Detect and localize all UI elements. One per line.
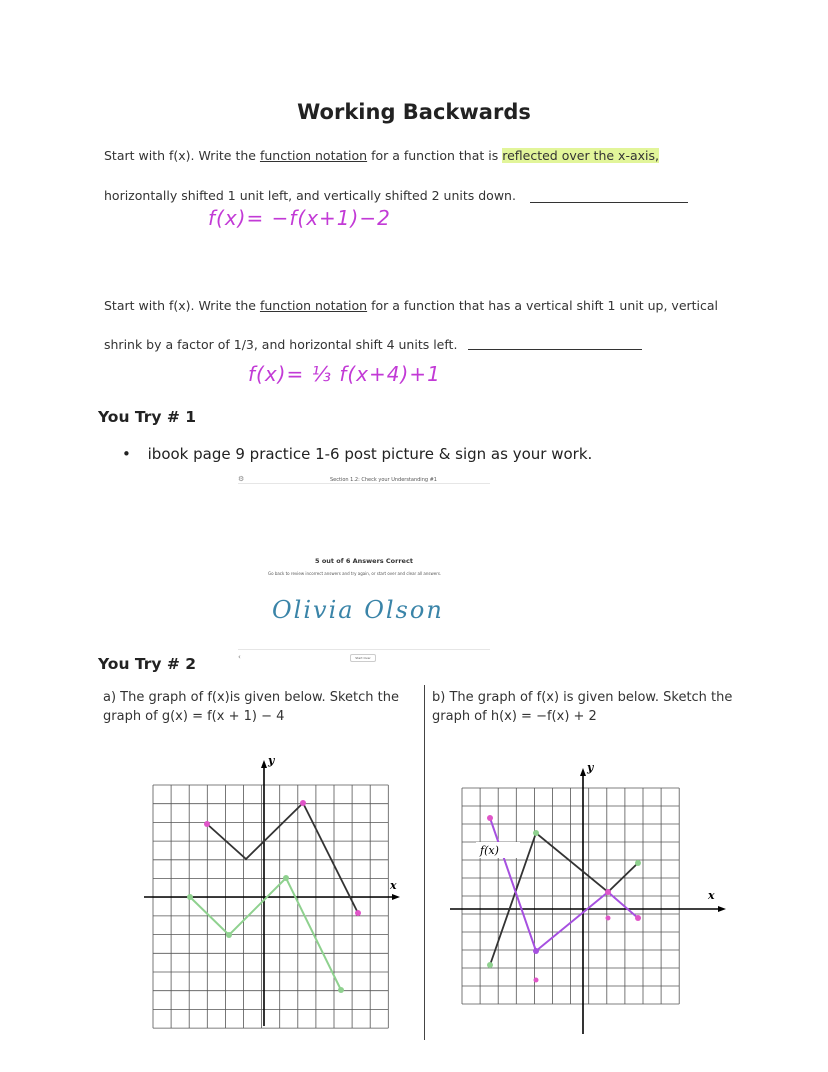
page-title: Working Backwards [297,100,531,124]
graph-a-point [204,821,210,827]
embedded-screenshot [238,473,490,663]
graph-a-point [187,894,193,900]
problem-1-answer: f(x)= −f(x+1)−2 [208,206,391,230]
graph-b-y-arrow [580,768,586,776]
screenshot-subtext: Go back to review incorrect answers and try again, or start over and clear all answers. [268,571,442,576]
graph-a-point [283,875,289,881]
question-b-line-1: b) The graph of f(x) is given below. Sketch the [432,690,733,705]
question-a-line-2: graph of g(x) = f(x + 1) − 4 [103,709,285,724]
problem-2-notation: function notation [259,298,368,313]
problem-1-answer-blank [530,202,688,203]
graph-a-y-arrow [261,760,267,768]
graph-a-point [338,987,344,993]
question-b-line-2: graph of h(x) = −f(x) + 2 [432,709,597,724]
problem-2-answer: f(x)= ⅓ f(x+4)+1 [248,362,441,386]
graph-a-y-label: y [268,754,275,767]
graph-a-sketch-curve [190,878,341,990]
problem-2-line-2 [104,337,457,352]
signature: Olivia Olson [272,596,444,624]
graph-a-x-label: x [390,879,397,892]
problem-1-line-1 [104,148,659,163]
graph-a-grid [153,785,388,1028]
problem-1-line-2 [104,188,516,203]
graph-b-point [533,948,539,954]
graph-a-x-arrow [392,894,400,900]
settings-icon: ⚙ [238,475,245,483]
problem-2-lead: Start with f(x). Write the [104,298,260,313]
try-1-heading: You Try # 1 [98,408,197,426]
graph-b-y-label: y [587,761,594,774]
problem-2-middle: for a function that has a vertical shift 1 unit up, vertical [367,298,719,313]
graph-b-curve-label: f(x) [480,844,499,857]
problem-2-line-2-text: shrink by a factor of 1/3, and horizontal shift 4 units left. [104,337,458,352]
graph-b-point [605,889,611,895]
screenshot-bottom-rule [238,649,490,650]
start-over-button[interactable]: Start Over [350,654,376,662]
screenshot-header: Section 1.2: Check your Understanding #1 [330,477,437,483]
graph-a-point [226,932,232,938]
graph-b-x-label: x [708,889,715,902]
bullet-icon: • [122,445,131,463]
graph-b [450,758,730,1038]
question-a [103,688,399,726]
try-2-heading: You Try # 2 [98,655,197,673]
problem-1-notation: function notation [259,148,368,163]
graph-b-x-arrow [718,906,726,912]
question-b [432,688,732,726]
problem-2-answer-blank [468,349,642,350]
screenshot-result: 5 out of 6 Answers Correct [315,557,413,565]
graph-a [140,750,400,1030]
graph-b-grid [462,788,679,1004]
graph-b-point [635,915,641,921]
problem-1-highlight: reflected over the x-axis, [502,148,659,163]
graph-b-point [635,860,641,866]
graph-b-point [533,830,539,836]
problem-2-line-1 [104,298,718,313]
screenshot-top-rule [238,483,490,484]
graph-a-point [300,800,306,806]
graph-b-point [487,815,493,821]
question-a-line-1: a) The graph of f(x)is given below. Sketch the [103,690,399,705]
try-1-bullet-text: ibook page 9 practice 1-6 post picture & sign as your work. [147,445,593,463]
graph-b-point [487,962,493,968]
graph-b-point [606,916,611,921]
problem-1-lead: Start with f(x). Write the [104,148,260,163]
try-1-bullet [122,445,592,463]
column-divider [424,685,425,1040]
graph-a-point [355,910,361,916]
problem-1-middle: for a function that is [367,148,503,163]
graph-b-point [534,978,539,983]
problem-1-line-2-text: horizontally shifted 1 unit left, and vertically shifted 2 units down. [104,188,516,203]
back-arrow-icon: ‹ [238,653,241,661]
